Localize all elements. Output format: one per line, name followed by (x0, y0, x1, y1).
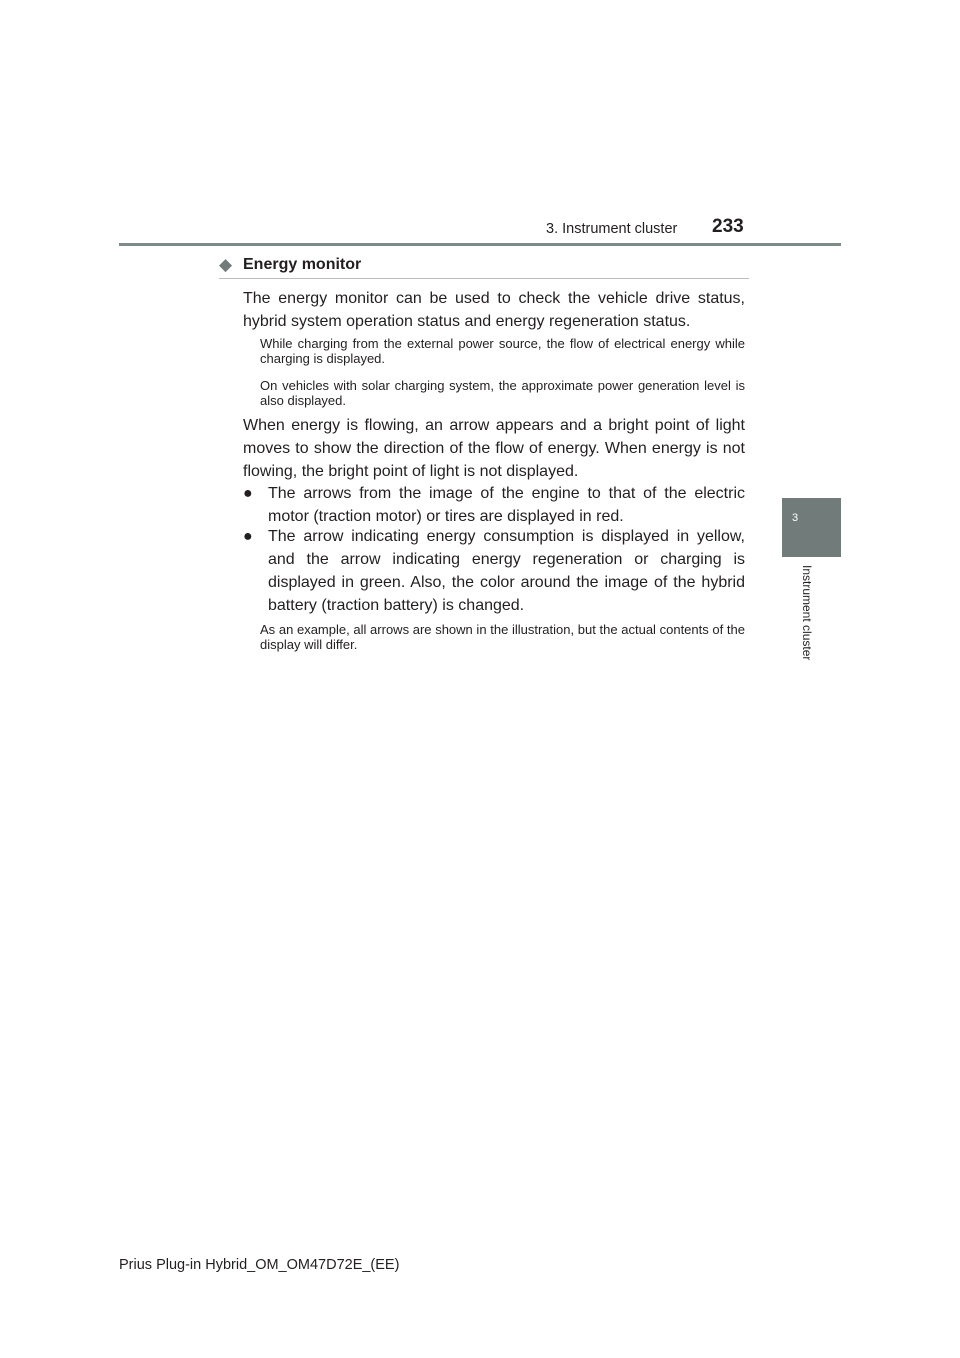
bullet-icon: ● (243, 485, 253, 502)
list-item-text: The arrow indicating energy consumption is displayed in yellow, and the arrow indicating energy regeneration or charging is displayed in green. Also, the color around the image of the hybrid battery (traction battery) is changed. (268, 528, 745, 614)
chapter-tab-number: 3 (791, 512, 799, 524)
energy-flow-paragraph: When energy is flowing, an arrow appears and a bright point of light moves to show the direction of the flow of energy. When energy is not flowing, the bright point of light is not displayed. (243, 417, 745, 480)
diamond-icon: ◆ (219, 255, 233, 274)
header-section-title: 3. Instrument cluster (546, 221, 678, 237)
intro-paragraph: The energy monitor can be used to check the vehicle drive status, hybrid system operation status and energy regeneration status. (243, 290, 745, 330)
header-divider (119, 243, 841, 246)
note-solar-charging: On vehicles with solar charging system, the approximate power generation level is also displayed. (260, 378, 745, 408)
section-heading-title: Energy monitor (243, 256, 362, 273)
bullet-icon: ● (243, 528, 253, 545)
list-item-text: The arrows from the image of the engine to that of the electric motor (traction motor) or tires are displayed in red. (268, 485, 745, 525)
section-heading (219, 254, 749, 279)
chapter-tab (782, 498, 841, 557)
chapter-side-label (800, 565, 820, 685)
note-illustration: As an example, all arrows are shown in the illustration, but the actual contents of the display will differ. (260, 622, 745, 652)
page-number: 233 (712, 216, 744, 237)
chapter-side-label-text: Instrument cluster (800, 565, 814, 661)
note-external-charging: While charging from the external power source, the flow of electrical energy while charging is displayed. (260, 336, 745, 366)
footer-doc-id: Prius Plug-in Hybrid_OM_OM47D72E_(EE) (119, 1257, 400, 1273)
